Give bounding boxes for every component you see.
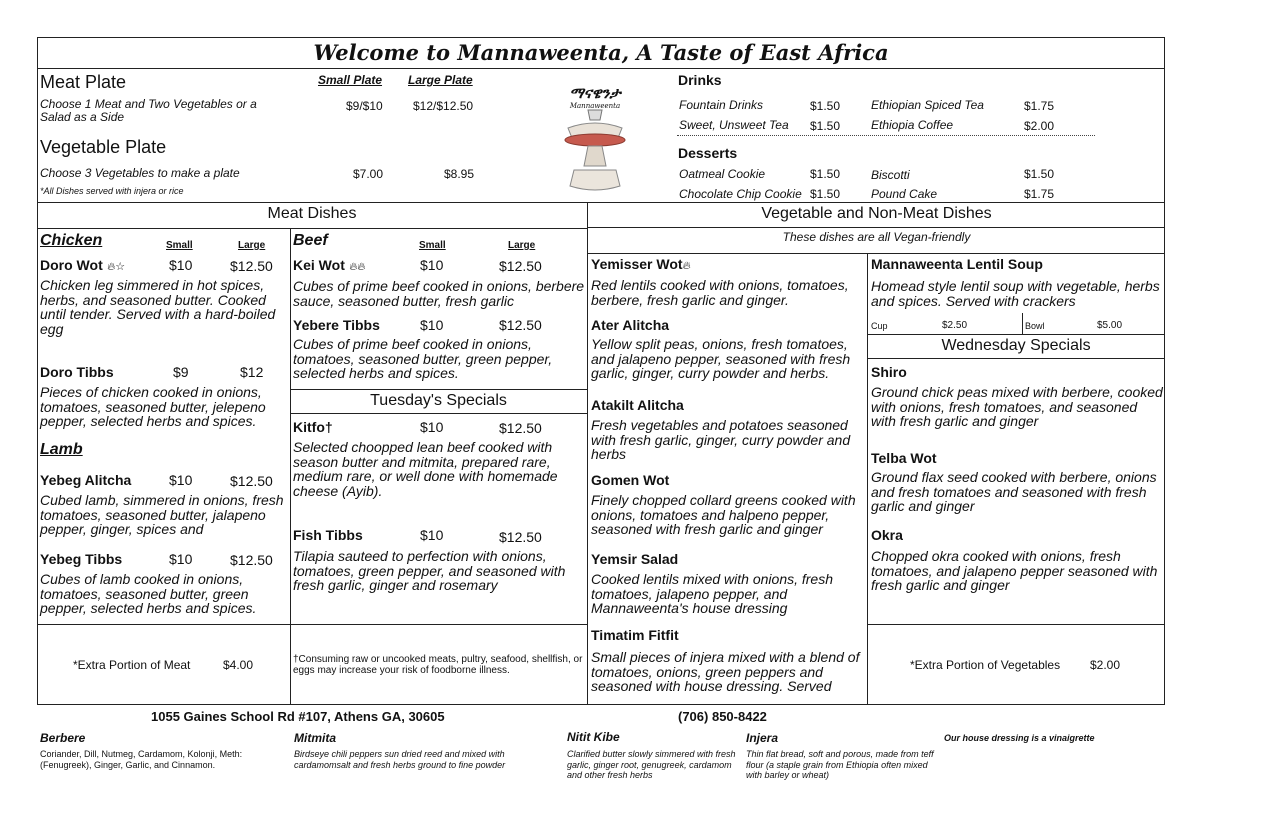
dish-large-price: $12.50 bbox=[499, 258, 542, 274]
extra-meat-price: $4.00 bbox=[223, 658, 254, 672]
dish-large-price: $12.50 bbox=[499, 317, 542, 333]
divider bbox=[588, 227, 1165, 228]
dish-large-price: $12.50 bbox=[499, 420, 542, 436]
drink-price: $1.75 bbox=[1024, 99, 1055, 113]
bowl-price: $5.00 bbox=[1097, 320, 1123, 331]
vegan-subtitle: These dishes are all Vegan-friendly bbox=[782, 230, 971, 244]
dish-name: Okra bbox=[871, 527, 903, 543]
chicken-title: Chicken bbox=[40, 232, 103, 249]
dessert-price: $1.50 bbox=[810, 167, 841, 181]
meat-plate-title: Meat Plate bbox=[40, 72, 127, 92]
dish-desc: Yellow split peas, onions, fresh tomatoes, and jalapeno pepper, seasoned with fresh garlic, ginger, curry powder and herbs. bbox=[591, 336, 851, 381]
drink-name: Ethiopia Coffee bbox=[871, 118, 954, 132]
dish-name: Telba Wot bbox=[871, 450, 937, 466]
foodborne-warning: †Consuming raw or uncooked meats, pultry, seafood, shellfish, or eggs may increase your risk of foodborne illness. bbox=[293, 654, 583, 676]
drink-name: Ethiopian Spiced Tea bbox=[871, 98, 984, 112]
dish-large-price: $12.50 bbox=[499, 529, 542, 545]
divider bbox=[867, 253, 868, 705]
glossary-term: Mitmita bbox=[294, 731, 336, 745]
dessert-name: Pound Cake bbox=[871, 187, 938, 201]
dish-small-price: $10 bbox=[420, 317, 444, 333]
logo-text: ማናዌንታ bbox=[569, 84, 621, 102]
dish-name: Yebeg Tibbs bbox=[40, 551, 123, 567]
kei-wot-row bbox=[293, 257, 365, 275]
soup-desc: Homead style lentil soup with vegetable, herbs and spices. Served with crackers bbox=[871, 278, 1160, 309]
flame-icon: 🔥︎ bbox=[107, 261, 116, 273]
divider bbox=[290, 228, 291, 705]
desserts-title: Desserts bbox=[678, 145, 738, 161]
small-label: Small bbox=[419, 240, 446, 251]
divider bbox=[37, 202, 1165, 203]
dish-desc: Pieces of chicken cooked in onions, tomatoes, seasoned butter, jelepeno pepper, selected herbs and spices. bbox=[40, 384, 266, 429]
phone: (706) 850-8422 bbox=[678, 709, 767, 724]
dish-desc: Selected choopped lean beef cooked with season butter and mitmita, prepared rare, medium rare, or well done with homemade cheese (Ayib). bbox=[293, 439, 558, 499]
dish-large-price: $12 bbox=[240, 364, 264, 380]
meat-plate-large-price: $12/$12.50 bbox=[413, 99, 474, 113]
dish-desc: Ground chick peas mixed with berbere, cooked with onions, fresh tomatoes, and seasoned with fresh garlic and ginger bbox=[871, 384, 1163, 429]
divider bbox=[290, 413, 587, 414]
drink-name: Fountain Drinks bbox=[679, 98, 764, 112]
glossary-term: Berbere bbox=[40, 731, 86, 745]
large-label: Large bbox=[508, 240, 536, 251]
glossary-def: Coriander, Dill, Nutmeg, Cardamom, Kolonji, Meth:(Fenugreek), Ginger, Garlic, and Cinnamon. bbox=[40, 749, 243, 770]
dotted-divider bbox=[677, 135, 1095, 136]
glossary-term: Injera bbox=[746, 731, 779, 745]
divider bbox=[290, 389, 587, 390]
lamb-title: Lamb bbox=[40, 441, 83, 458]
dish-name: Yebere Tibbs bbox=[293, 317, 380, 333]
extra-veg-label: *Extra Portion of Vegetables bbox=[910, 658, 1061, 672]
dish-large-price: $12.50 bbox=[230, 473, 273, 489]
dish-desc: Small pieces of injera mixed with a blend of tomatoes, onions, green peppers and seasoned with house dressing. Served bbox=[591, 649, 860, 694]
dish-name: Yemisser Wot bbox=[591, 256, 683, 272]
dish-small-price: $9 bbox=[173, 364, 189, 380]
dish-name: Yemsir Salad bbox=[591, 551, 679, 567]
dish-small-price: $10 bbox=[420, 419, 444, 435]
dish-desc: Finely chopped collard greens cooked with onions, tomatoes and halpeno pepper, seasoned with fresh garlic and ginger bbox=[591, 492, 856, 537]
divider bbox=[1022, 313, 1023, 334]
plates-note: *All Dishes served with injera or rice bbox=[40, 186, 184, 196]
wednesday-specials-title: Wednesday Specials bbox=[941, 337, 1091, 354]
dish-desc: Fresh vegetables and potatoes seasoned with fresh garlic, ginger, curry powder and herbs bbox=[591, 417, 851, 462]
vegetable-plate-desc: Choose 3 Vegetables to make a plate bbox=[40, 166, 240, 180]
dessert-price: $1.50 bbox=[1024, 167, 1055, 181]
dish-desc: Cooked lentils mixed with onions, fresh tomatoes, jalapeno pepper, and Mannaweenta's house dressing bbox=[591, 571, 834, 616]
drink-price: $2.00 bbox=[1024, 119, 1055, 133]
dish-desc: Cubes of lamb cooked in onions, tomatoes, seasoned butter, green pepper, selected herbs and spices. bbox=[40, 571, 257, 616]
extra-veg-price: $2.00 bbox=[1090, 658, 1121, 672]
divider bbox=[867, 624, 1165, 625]
drink-price: $1.50 bbox=[810, 119, 841, 133]
dish-small-price: $10 bbox=[420, 527, 444, 543]
dish-small-price: $10 bbox=[420, 257, 444, 273]
dish-name: Timatim Fitfit bbox=[591, 627, 679, 643]
dish-name: Doro Tibbs bbox=[40, 364, 114, 380]
dish-small-price: $10 bbox=[169, 551, 193, 567]
dish-desc: Cubed lamb, simmered in onions, fresh tomatoes, seasoned butter, jalapeno pepper, ginger, spices and bbox=[40, 492, 284, 537]
vegetable-plate-small-price: $7.00 bbox=[353, 167, 384, 181]
logo-subtext: Mannaweenta bbox=[569, 102, 621, 110]
star-icon: ☆ bbox=[115, 261, 126, 273]
dessert-name: Oatmeal Cookie bbox=[679, 167, 766, 181]
dish-desc: Chopped okra cooked with onions, fresh tomatoes, and jalapeno pepper seasoned with fresh garlic and ginger bbox=[871, 548, 1158, 593]
extra-meat-label: *Extra Portion of Meat bbox=[73, 658, 191, 672]
dish-small-price: $10 bbox=[169, 472, 193, 488]
meat-dishes-title: Meat Dishes bbox=[267, 205, 357, 222]
glossary-def: Thin flat bread, soft and porous, made from teff flour (a staple grain from Ethiopia often mixed with barley or wheat) bbox=[746, 749, 934, 780]
dessert-price: $1.50 bbox=[810, 187, 841, 201]
cup-price: $2.50 bbox=[942, 320, 968, 331]
address: 1055 Gaines School Rd #107, Athens GA, 30605 bbox=[151, 709, 445, 724]
divider bbox=[37, 68, 1165, 69]
large-plate-header: Large Plate bbox=[408, 73, 473, 87]
dish-large-price: $12.50 bbox=[230, 552, 273, 568]
dish-name: Yebeg Alitcha bbox=[40, 472, 132, 488]
dish-desc: Ground flax seed cooked with berbere, onions and fresh tomatoes and seasoned with fresh garlic and ginger bbox=[871, 469, 1157, 514]
bowl-label: Bowl bbox=[1025, 321, 1045, 331]
divider bbox=[588, 253, 1165, 254]
cup-label: Cup bbox=[871, 321, 888, 331]
dish-name: Kei Wot bbox=[293, 257, 345, 273]
meat-plate-small-price: $9/$10 bbox=[346, 99, 383, 113]
page-title: Welcome to Mannaweenta, A Taste of East Africa bbox=[313, 40, 889, 65]
soup-name: Mannaweenta Lentil Soup bbox=[871, 256, 1043, 272]
dessert-name: Biscotti bbox=[871, 168, 910, 182]
dish-desc: Cubes of prime beef cooked in onions, tomatoes, seasoned butter, green pepper, selected herbs and spices. bbox=[293, 336, 553, 381]
dish-name: Shiro bbox=[871, 364, 907, 380]
dish-name: Fish Tibbs bbox=[293, 527, 363, 543]
drinks-title: Drinks bbox=[678, 72, 722, 88]
drink-name: Sweet, Unsweet Tea bbox=[679, 118, 789, 132]
logo bbox=[548, 78, 642, 196]
vegetable-plate-title: Vegetable Plate bbox=[40, 137, 167, 157]
dish-desc: Tilapia sauteed to perfection with onions, tomatoes, green pepper, and seasoned with fresh garlic, ginger and rosemary bbox=[293, 548, 566, 593]
flame-icon: 🔥︎ bbox=[682, 260, 691, 272]
flame-icon: 🔥︎🔥︎ bbox=[349, 261, 366, 273]
glossary-term: Nitit Kibe bbox=[567, 730, 620, 744]
doro-wot-row bbox=[40, 257, 125, 275]
meat-plate-desc: Choose 1 Meat and Two Vegetables or a Salad as a Side bbox=[40, 97, 257, 124]
small-plate-header: Small Plate bbox=[318, 73, 383, 87]
veg-dishes-title: Vegetable and Non-Meat Dishes bbox=[761, 205, 992, 222]
drink-price: $1.50 bbox=[810, 99, 841, 113]
divider bbox=[587, 202, 588, 705]
small-label: Small bbox=[166, 240, 193, 251]
dish-name: Doro Wot bbox=[40, 257, 103, 273]
dish-desc: Cubes of prime beef cooked in onions, berbere sauce, seasoned butter, fresh garlic bbox=[293, 278, 585, 309]
dish-name: Atakilt Alitcha bbox=[591, 397, 684, 413]
beef-title: Beef bbox=[293, 232, 328, 249]
vegetable-plate-large-price: $8.95 bbox=[444, 167, 475, 181]
dish-desc: Red lentils cooked with onions, tomatoes, berbere, fresh garlic and ginger. bbox=[591, 277, 849, 308]
glossary-def: Birdseye chili peppers sun dried reed and mixed with cardamomsalt and fresh herbs ground to fine powder bbox=[294, 749, 506, 770]
dish-small-price: $10 bbox=[169, 257, 193, 273]
mesob-basket-icon bbox=[548, 108, 642, 198]
dessert-name: Chocolate Chip Cookie bbox=[679, 187, 802, 201]
divider bbox=[37, 624, 587, 625]
divider bbox=[867, 358, 1165, 359]
yemisser-wot-row bbox=[591, 256, 691, 274]
divider bbox=[867, 334, 1165, 335]
dish-name: Kitfo† bbox=[293, 419, 333, 435]
divider bbox=[37, 228, 587, 229]
dressing-note: Our house dressing is a vinaigrette bbox=[944, 733, 1095, 743]
glossary-def: Clarified butter slowly simmered with fresh garlic, ginger root, genugreek, cardamom and other fresh herbs bbox=[567, 749, 736, 780]
dish-name: Gomen Wot bbox=[591, 472, 670, 488]
large-label: Large bbox=[238, 240, 266, 251]
tuesday-specials-title: Tuesday's Specials bbox=[370, 392, 507, 409]
dish-name: Ater Alitcha bbox=[591, 317, 670, 333]
dessert-price: $1.75 bbox=[1024, 187, 1055, 201]
dish-large-price: $12.50 bbox=[230, 258, 273, 274]
dish-desc: Chicken leg simmered in hot spices, herbs, and seasoned butter. Cooked until tender. Served with a hard-boiled egg bbox=[40, 277, 276, 337]
